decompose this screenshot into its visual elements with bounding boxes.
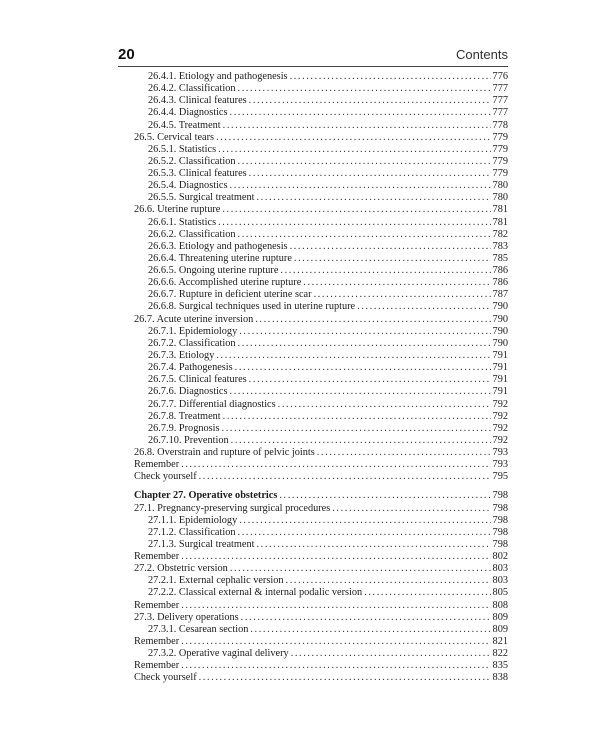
dot-leader: [294, 253, 491, 265]
toc-entry-title: 26.7.4. Pathogenesis: [148, 362, 233, 374]
dot-leader: [290, 71, 491, 83]
dot-leader: [255, 314, 490, 326]
toc-entry-title: 27.2. Obstetric version: [134, 563, 228, 575]
toc-entry-title: 26.5.3. Clinical features: [148, 168, 247, 180]
toc-entry-title: 27.3.2. Operative vaginal delivery: [148, 648, 289, 660]
toc-entry-page: 805: [492, 587, 508, 599]
toc-entry-page: 792: [492, 410, 508, 422]
toc-entry: [148, 575, 508, 587]
toc-entry-title: Check yourself: [134, 672, 197, 684]
toc-entry: [134, 204, 508, 216]
toc-entry: [134, 551, 508, 563]
toc-entry-title: 26.5. Cervical tears: [134, 131, 215, 143]
toc-entry-page: 808: [492, 599, 508, 611]
dot-leader: [222, 423, 491, 435]
toc-entry-page: 792: [492, 434, 508, 446]
dot-leader: [238, 83, 491, 95]
toc-entry: [134, 600, 508, 612]
dot-leader: [291, 648, 491, 660]
toc-entry: [148, 180, 508, 192]
toc-entry-page: 809: [492, 623, 508, 635]
dot-leader: [314, 289, 491, 301]
dot-leader: [216, 350, 490, 362]
toc-entry: [148, 301, 508, 313]
toc-entry-title: 26.5.4. Diagnostics: [148, 180, 228, 192]
toc-entry: [148, 624, 508, 636]
toc-entry-page: 798: [492, 526, 508, 538]
toc-entry-title: 27.3. Delivery operations: [134, 611, 239, 623]
toc-entry-page: 786: [492, 277, 508, 289]
dot-leader: [181, 551, 490, 563]
toc-entry-title: 26.7.1. Epidemiology: [148, 325, 238, 337]
toc-entry-page: 835: [492, 660, 508, 672]
toc-entry-page: 809: [492, 611, 508, 623]
toc-entry-page: 782: [492, 228, 508, 240]
toc-entry-page: 798: [492, 490, 508, 502]
toc-entry: [148, 168, 508, 180]
toc-entry-page: 786: [492, 265, 508, 277]
toc-entry: [134, 314, 508, 326]
dot-leader: [364, 587, 490, 599]
toc-entry-title: 27.1.3. Surgical treatment: [148, 538, 255, 550]
dot-leader: [223, 411, 491, 423]
toc-entry-page: 822: [492, 648, 508, 660]
dot-leader: [332, 503, 490, 515]
dot-leader: [256, 192, 490, 204]
toc-entry: [148, 95, 508, 107]
dot-leader: [231, 435, 491, 447]
toc-entry-title: 26.7.7. Differential diagnostics: [148, 398, 276, 410]
toc-entry-page: 791: [492, 349, 508, 361]
toc-entry-page: 798: [492, 514, 508, 526]
toc-entry-page: 777: [492, 83, 508, 95]
toc-entry: [148, 289, 508, 301]
toc-entry: [134, 503, 508, 515]
dot-leader: [230, 386, 491, 398]
dot-leader: [249, 374, 491, 386]
toc-entry: [134, 660, 508, 672]
toc-entry: [134, 447, 508, 459]
toc-entry-title: 26.7.8. Treatment: [148, 410, 221, 422]
toc-entry-page: 791: [492, 386, 508, 398]
toc-entry: [134, 672, 508, 684]
running-title: Contents: [455, 47, 508, 62]
toc-entry-title: 26.7.2. Classification: [148, 337, 236, 349]
dot-leader: [241, 612, 491, 624]
toc-entry-title: 26.7.5. Clinical features: [148, 374, 247, 386]
toc-entry: [134, 636, 508, 648]
toc-entry-title: 26.6.6. Accomplished uterine rupture: [148, 277, 302, 289]
dot-leader: [238, 229, 491, 241]
toc-entry-title: 27.1. Pregnancy-preserving surgical procedures: [134, 502, 331, 514]
toc-entry: [148, 241, 508, 253]
dot-leader: [230, 180, 491, 192]
toc-entry-title: 26.7.10. Prevention: [148, 434, 229, 446]
toc-entry-title: 26.7.3. Etiology: [148, 349, 215, 361]
toc-entry: [134, 612, 508, 624]
toc-entry-page: 791: [492, 374, 508, 386]
dot-leader: [199, 471, 491, 483]
dot-leader: [238, 527, 491, 539]
toc-entry: [134, 132, 508, 144]
toc-entry: [148, 362, 508, 374]
toc-entry-title: 26.4.5. Treatment: [148, 119, 221, 131]
dot-leader: [286, 575, 491, 587]
dot-leader: [280, 265, 490, 277]
toc-entry: [148, 423, 508, 435]
toc-entry-page: 781: [492, 204, 508, 216]
toc-entry-title: 26.5.1. Statistics: [148, 143, 217, 155]
dot-leader: [181, 600, 490, 612]
toc-entry-title: 27.1.1. Epidemiology: [148, 514, 238, 526]
toc-entry-page: 821: [492, 635, 508, 647]
dot-leader: [222, 204, 490, 216]
toc-entry-title: 26.5.2. Classification: [148, 155, 236, 167]
running-head: [118, 46, 508, 64]
dot-leader: [279, 490, 490, 502]
toc-entry-title: 26.6.7. Rupture in deficient uterine scar: [148, 289, 312, 301]
toc-entry-page: 803: [492, 563, 508, 575]
toc-entry-page: 779: [492, 131, 508, 143]
toc-entry-page: 798: [492, 538, 508, 550]
toc-entry-page: 790: [492, 313, 508, 325]
toc-entry-page: 781: [492, 216, 508, 228]
toc-entry: [148, 120, 508, 132]
toc-entry-page: 779: [492, 155, 508, 167]
toc-entry-title: 26.4.3. Clinical features: [148, 95, 247, 107]
toc-entry-title: Check yourself: [134, 471, 197, 483]
toc-entry: [148, 156, 508, 168]
dot-leader: [290, 241, 491, 253]
toc-entry-title: 26.4.1. Etiology and pathogenesis: [148, 71, 288, 82]
toc-chapter-entry: [134, 490, 508, 502]
toc-entry-title: Remember: [134, 635, 180, 647]
toc-entry-page: 803: [492, 575, 508, 587]
toc-entry-title: 27.1.2. Classification: [148, 526, 236, 538]
dot-leader: [317, 447, 491, 459]
toc-entry-page: 787: [492, 289, 508, 301]
dot-leader: [199, 672, 491, 684]
toc-entry: [148, 435, 508, 447]
toc-entry: [148, 374, 508, 386]
dot-leader: [249, 95, 491, 107]
toc-entry: [148, 399, 508, 411]
toc-entry-title: Remember: [134, 459, 180, 471]
toc-entry: [148, 144, 508, 156]
toc-entry-page: 790: [492, 301, 508, 313]
dot-leader: [239, 515, 490, 527]
toc-entry-page: 791: [492, 362, 508, 374]
page-number: 20: [118, 46, 135, 63]
toc-entry-page: 779: [492, 143, 508, 155]
dot-leader: [181, 660, 490, 672]
toc-entry: [148, 411, 508, 423]
toc-entry: [148, 71, 508, 83]
toc-entry: [148, 527, 508, 539]
toc-entry-title: 26.6. Uterine rupture: [134, 204, 221, 216]
toc-entry-title: Remember: [134, 551, 180, 563]
dot-leader: [357, 301, 490, 313]
toc-entry-title: 26.6.4. Threatening uterine rupture: [148, 252, 292, 264]
dot-leader: [216, 132, 490, 144]
dot-leader: [238, 338, 491, 350]
toc-entry-title: Remember: [134, 599, 180, 611]
toc-entry: [134, 459, 508, 471]
dot-leader: [249, 168, 491, 180]
toc-entry: [148, 83, 508, 95]
header-rule: [118, 66, 508, 67]
toc-entry-page: 779: [492, 168, 508, 180]
toc-entry-page: 780: [492, 180, 508, 192]
toc-entry-page: 838: [492, 672, 508, 684]
toc-entry-page: 790: [492, 337, 508, 349]
toc-entry: [148, 217, 508, 229]
dot-leader: [278, 399, 491, 411]
toc-entry-page: 790: [492, 325, 508, 337]
toc-entry-title: 26.6.3. Etiology and pathogenesis: [148, 240, 288, 252]
dot-leader: [230, 563, 491, 575]
toc-entry-page: 802: [492, 551, 508, 563]
toc-entry-title: 26.6.1. Statistics: [148, 216, 217, 228]
dot-leader: [218, 144, 490, 156]
toc-entry-title: Remember: [134, 660, 180, 672]
dot-leader: [218, 217, 490, 229]
toc-entry-title: 27.2.1. External cephalic version: [148, 575, 284, 587]
dot-leader: [239, 326, 490, 338]
toc-entry: [148, 338, 508, 350]
toc-entry-page: 778: [492, 119, 508, 131]
toc-entry-title: 26.8. Overstrain and rupture of pelvic joints: [134, 447, 315, 459]
toc-entry-page: 795: [492, 471, 508, 483]
toc-entry-title: Chapter 27. Operative obstetrics: [134, 490, 278, 502]
toc-entry: [148, 326, 508, 338]
toc-entry: [148, 229, 508, 241]
toc-entry: [148, 107, 508, 119]
dot-leader: [223, 120, 491, 132]
toc-entry-page: 793: [492, 459, 508, 471]
toc-entry: [148, 539, 508, 551]
toc-entry-title: 27.3.1. Cesarean section: [148, 623, 249, 635]
toc-entry-title: 26.7.9. Prognosis: [148, 422, 220, 434]
toc-entry-title: 26.4.4. Diagnostics: [148, 107, 228, 119]
toc-entry-title: 26.4.2. Classification: [148, 83, 236, 95]
dot-leader: [303, 277, 490, 289]
toc-entry: [148, 265, 508, 277]
toc-entry-title: 27.2.2. Classical external & internal podalic version: [148, 587, 363, 599]
toc-entry-page: 798: [492, 502, 508, 514]
toc-entry-page: 792: [492, 398, 508, 410]
dot-leader: [235, 362, 491, 374]
toc-entry-title: 26.5.5. Surgical treatment: [148, 192, 255, 204]
toc-entry-page: 780: [492, 192, 508, 204]
toc-entry: [134, 563, 508, 575]
toc-entry: [148, 386, 508, 398]
toc-entry-page: 783: [492, 240, 508, 252]
toc-entry-page: 777: [492, 107, 508, 119]
toc-entry: [148, 587, 508, 599]
dot-leader: [256, 539, 490, 551]
toc-entry: [148, 648, 508, 660]
toc-entry-title: 26.7.6. Diagnostics: [148, 386, 228, 398]
toc-entry-title: 26.6.8. Surgical techniques used in uterine rupture: [148, 301, 356, 313]
toc-entry-title: 26.7. Acute uterine inversion: [134, 313, 254, 325]
dot-leader: [181, 636, 490, 648]
toc-entry-page: 785: [492, 252, 508, 264]
toc-entry-page: 776: [492, 71, 508, 82]
dot-leader: [238, 156, 491, 168]
dot-leader: [250, 624, 490, 636]
toc-entry: [134, 471, 508, 483]
toc-entry-page: 792: [492, 422, 508, 434]
toc-entry: [148, 192, 508, 204]
dot-leader: [181, 459, 490, 471]
toc-entry-title: 26.6.5. Ongoing uterine rupture: [148, 265, 279, 277]
dot-leader: [230, 107, 491, 119]
toc-entry: [148, 515, 508, 527]
toc-entry-page: 777: [492, 95, 508, 107]
toc-entry-title: 26.6.2. Classification: [148, 228, 236, 240]
toc-entry: [148, 253, 508, 265]
toc-entry: [148, 350, 508, 362]
toc-entry-page: 793: [492, 447, 508, 459]
toc-entry: [148, 277, 508, 289]
